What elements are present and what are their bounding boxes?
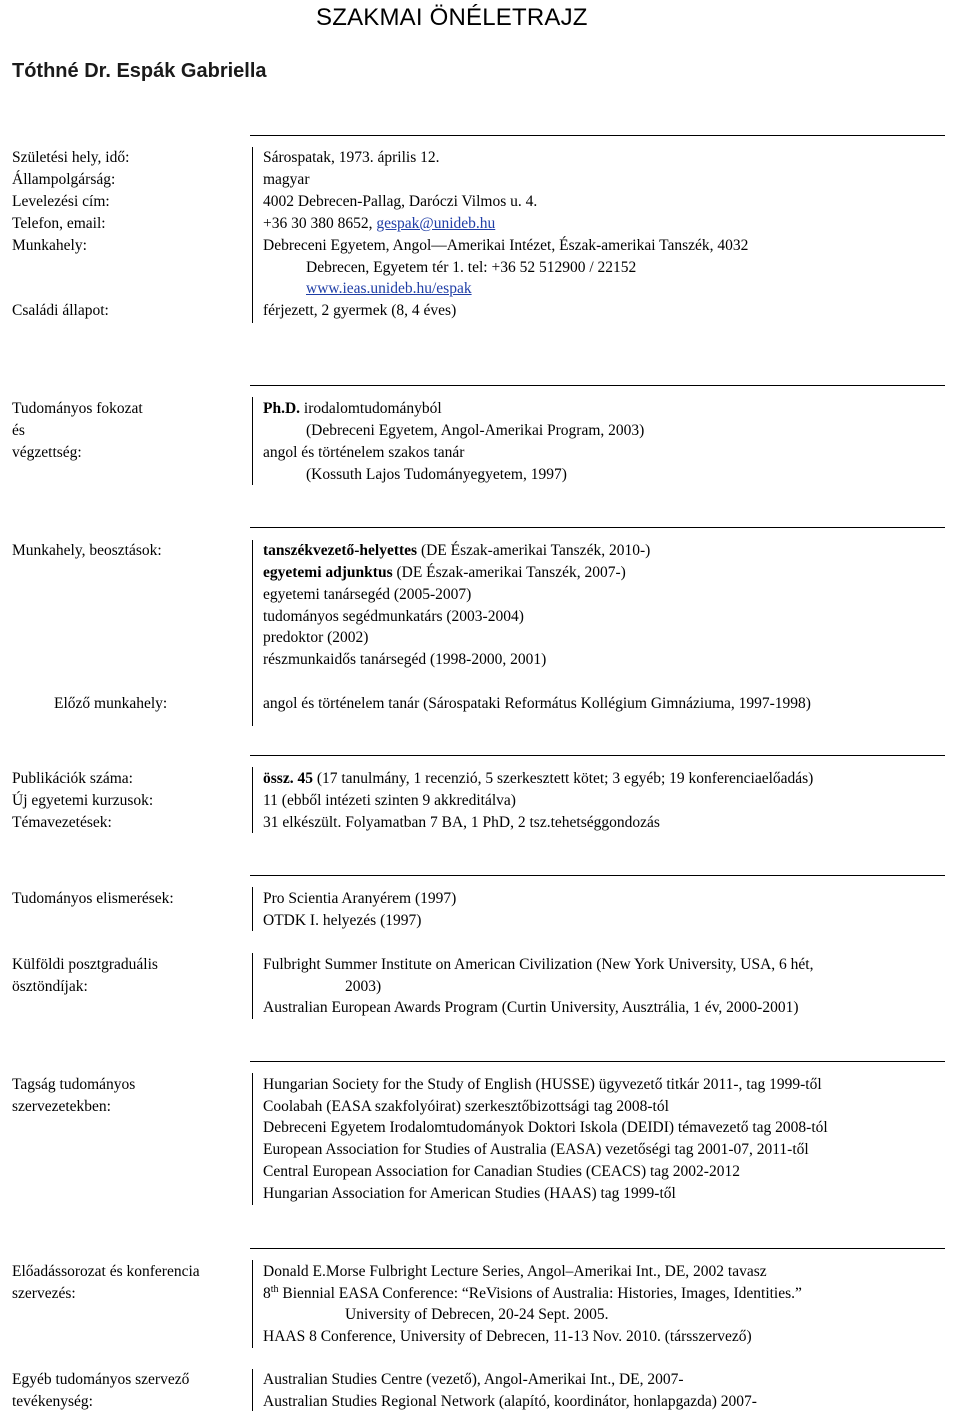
section-rule: [250, 527, 945, 528]
label-citizenship: Állampolgárság:: [12, 171, 116, 188]
phone-email: [263, 213, 495, 235]
supervision-value: 31 elkészült. Folyamatban 7 BA, 1 PhD, 2 tsz.tehetséggondozás: [263, 814, 660, 831]
address-value: 4002 Debrecen-Pallag, Daróczi Vilmos u. 4.: [263, 193, 538, 210]
membership-item: Hungarian Society for the Study of English (HUSSE) ügyvezető titkár 2011-, tag 1999-től: [263, 1076, 822, 1093]
section-rule: [250, 755, 945, 756]
position-item: tudományos segédmunkatárs (2003-2004): [263, 608, 524, 625]
label-degree-3: végzettség:: [12, 444, 82, 461]
courses-value: 11 (ebből intézeti szinten 9 akkreditálva): [263, 792, 516, 809]
haas-conference: HAAS 8 Conference, University of Debrecen, 11-13 Nov. 2010. (társszervező): [263, 1328, 752, 1345]
phone-value: +36 30 380 8652,: [263, 215, 377, 232]
section-rule: [250, 875, 945, 876]
label-degree-1: Tudományos fokozat: [12, 400, 143, 417]
section-vline: [252, 1073, 253, 1205]
label-scholarship-1: Külföldi posztgraduális: [12, 956, 158, 973]
membership-item: Hungarian Association for American Studies (HAAS) tag 1999-től: [263, 1185, 676, 1202]
label-address: Levelezési cím:: [12, 193, 110, 210]
label-scholarship-2: ösztöndíjak:: [12, 978, 88, 995]
label-conference-1: Előadássorozat és konferencia: [12, 1263, 200, 1280]
label-membership-2: szervezetekben:: [12, 1098, 111, 1115]
position-item: egyetemi tanársegéd (2005-2007): [263, 586, 472, 603]
section-vline: [252, 767, 253, 833]
position-item: predoktor (2002): [263, 629, 369, 646]
position-item: tanszékvezető-helyettes (DE Észak-amerikai Tanszék, 2010-): [263, 542, 651, 559]
membership-item: European Association for Studies of Australia (EASA) vezetőségi tag 2001-07, 2011-től: [263, 1141, 809, 1158]
website-link-line: [263, 278, 472, 300]
award-item: Pro Scientia Aranyérem (1997): [263, 890, 457, 907]
section-rule: [250, 1061, 945, 1062]
section-rule: [250, 1248, 945, 1249]
label-family: Családi állapot:: [12, 302, 109, 319]
morse-lecture: Donald E.Morse Fulbright Lecture Series, Angol–Amerikai Int., DE, 2002 tavasz: [263, 1263, 767, 1280]
phd-field: irodalomtudományból: [300, 400, 442, 417]
position-item: egyetemi adjunktus (DE Észak-amerikai Tanszék, 2007-): [263, 564, 626, 581]
label-conference-2: szervezés:: [12, 1285, 76, 1302]
label-other-1: Egyéb tudományos szervező: [12, 1371, 190, 1388]
section-vline: [252, 1260, 253, 1348]
teacher-degree: angol és történelem szakos tanár: [263, 444, 465, 461]
other-activity-1: Australian Studies Centre (vezető), Angol-Amerikai Int., DE, 2007-: [263, 1371, 684, 1388]
document-title: SZAKMAI ÖNÉLETRAJZ: [316, 4, 588, 31]
workplace-line-1: Debreceni Egyetem, Angol—Amerikai Intézet, Észak-amerikai Tanszék, 4032: [263, 237, 749, 254]
phd-line: [263, 398, 442, 420]
fulbright-line-2: 2003): [345, 978, 382, 995]
publication-count: össz. 45 (17 tanulmány, 1 recenzió, 5 szerkesztett kötet; 3 egyéb; 19 konferenciaelőadás): [263, 770, 814, 787]
easa-conference-venue: University of Debrecen, 20-24 Sept. 2005.: [345, 1306, 609, 1323]
section-vline: [252, 397, 253, 485]
label-other-2: tevékenység:: [12, 1393, 93, 1410]
membership-item: Debreceni Egyetem Irodalomtudományok Doktori Iskola (DEIDI) témavezető tag 2008-tól: [263, 1119, 828, 1136]
label-publications: Publikációk száma:: [12, 770, 133, 787]
previous-workplace: angol és történelem tanár (Sárospataki Református Kollégium Gimnáziuma, 1997-1998): [263, 695, 811, 712]
membership-item: Central European Association for Canadian Studies (CEACS) tag 2002-2012: [263, 1163, 740, 1180]
family-value: férjezett, 2 gyermek (8, 4 éves): [263, 302, 457, 319]
label-previous-workplace: Előző munkahely:: [54, 695, 168, 712]
section-vline: [252, 147, 253, 323]
award-item: OTDK I. helyezés (1997): [263, 912, 422, 929]
citizenship-value: magyar: [263, 171, 310, 188]
other-activity-2: Australian Studies Regional Network (alapító, koordinátor, honlapgazda) 2007-: [263, 1393, 757, 1410]
birth-value: Sárospatak, 1973. április 12.: [263, 149, 440, 166]
website-link[interactable]: www.ieas.unideb.hu/espak: [306, 280, 472, 297]
label-birth: Születési hely, idő:: [12, 149, 130, 166]
membership-item: Coolabah (EASA szakfolyóirat) szerkesztőbizottsági tag 2008-tól: [263, 1098, 669, 1115]
workplace-line-2: Debrecen, Egyetem tér 1. tel: +36 52 512900 / 22152: [306, 259, 637, 276]
australian-award: Australian European Awards Program (Curtin University, Ausztrália, 1 év, 2000-2001): [263, 999, 799, 1016]
teacher-institution: (Kossuth Lajos Tudományegyetem, 1997): [306, 466, 567, 483]
label-phone: Telefon, email:: [12, 215, 106, 232]
person-name: Tóthné Dr. Espák Gabriella: [12, 60, 267, 82]
section-rule: [250, 135, 945, 136]
label-supervision: Témavezetések:: [12, 814, 112, 831]
email-link[interactable]: gespak@unideb.hu: [376, 215, 496, 232]
section-vline: [252, 1369, 253, 1411]
phd-institution: (Debreceni Egyetem, Angol-Amerikai Program, 2003): [306, 422, 645, 439]
section-vline: [252, 540, 253, 726]
label-awards: Tudományos elismerések:: [12, 890, 174, 907]
label-degree-2: és: [12, 422, 25, 439]
label-courses: Új egyetemi kurzusok:: [12, 792, 154, 809]
section-rule: [250, 385, 945, 386]
easa-conference: 8th Biennial EASA Conference: “ReVisions of Australia: Histories, Images, Identities.”: [263, 1283, 802, 1302]
section-vline: [252, 953, 253, 1019]
label-positions: Munkahely, beosztások:: [12, 542, 162, 559]
label-membership-1: Tagság tudományos: [12, 1076, 136, 1093]
position-item: részmunkaidős tanársegéd (1998-2000, 2001): [263, 651, 547, 668]
section-vline: [252, 887, 253, 931]
phd-title: Ph.D.: [263, 400, 301, 417]
label-workplace: Munkahely:: [12, 237, 87, 254]
fulbright-line-1: Fulbright Summer Institute on American Civilization (New York University, USA, 6 hét,: [263, 956, 814, 973]
